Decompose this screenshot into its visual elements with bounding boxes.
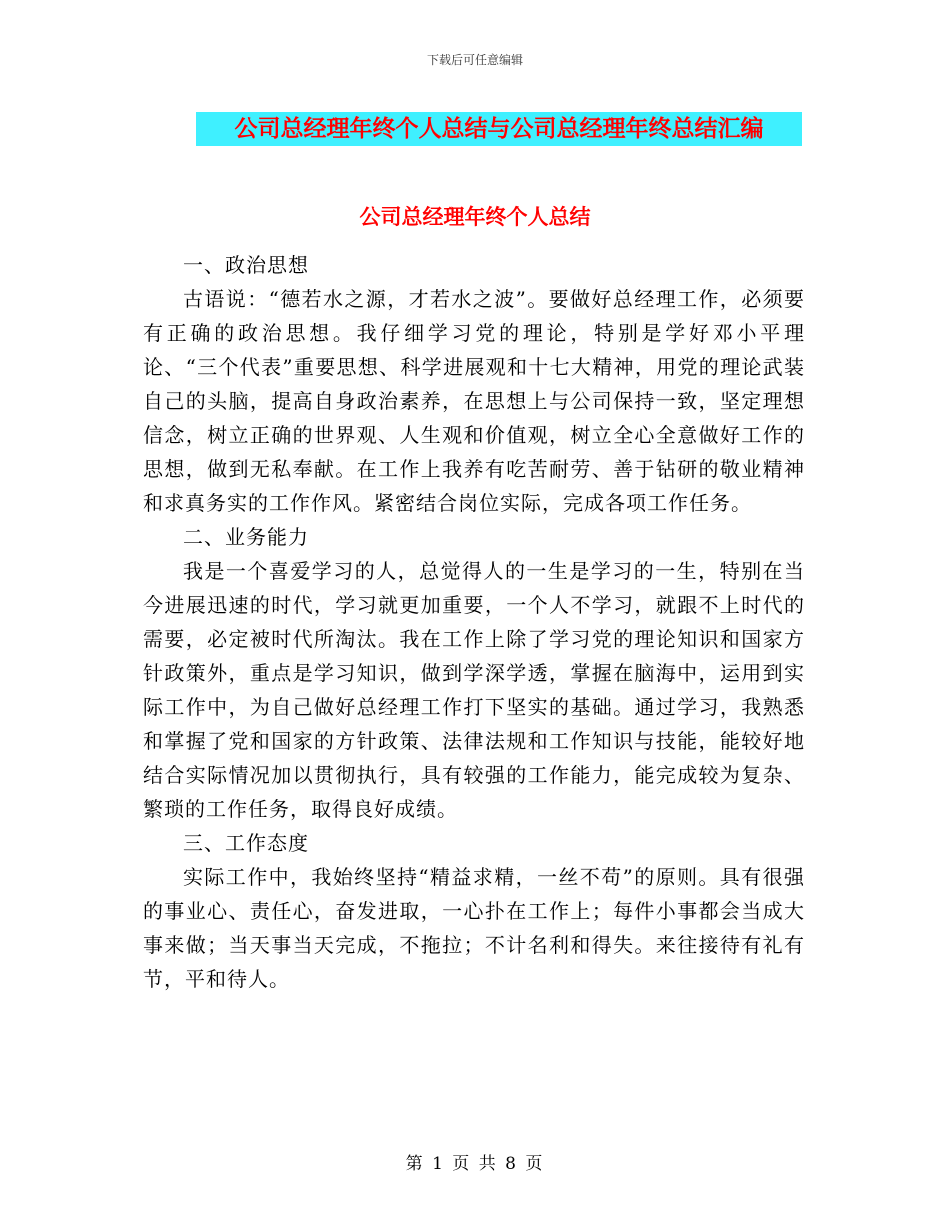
section-title: 公司总经理年终个人总结: [359, 205, 591, 229]
heading-work-attitude: 三、工作态度: [183, 831, 309, 855]
heading-business-ability: 二、业务能力: [183, 525, 309, 549]
paragraph-work-attitude: 实际工作中，我始终坚持“精益求精，一丝不苟”的原则。具有很强的事业心、责任心，奋发进取，一心扑在工作上；每件小事都会当成大事来做；当天事当天完成，不拖拉；不计名利和得失。来往接待有礼有节，平和待人。: [143, 865, 805, 991]
document-body: [143, 248, 805, 996]
document-title-highlight: [196, 112, 802, 146]
paragraph-political-thought: 古语说：“德若水之源，才若水之波”。要做好总经理工作，必须要有正确的政治思想。我仔细学习党的理论，特别是学好邓小平理论、“三个代表”重要思想、科学进展观和十七大精神，用党的理论武装自己的头脑，提高自身政治素养，在思想上与公司保持一致，坚定理想信念，树立正确的世界观、人生观和价值观，树立全心全意做好工作的思想，做到无私奉献。在工作上我养有吃苦耐劳、善于钻研的敬业精神和求真务实的工作作风。紧密结合岗位实际，完成各项工作任务。: [143, 287, 805, 515]
heading-political-thought: 一、政治思想: [183, 253, 309, 277]
paragraph-business-ability: 我是一个喜爱学习的人，总觉得人的一生是学习的一生，特别在当今进展迅速的时代，学习就更加重要，一个人不学习，就跟不上时代的需要，必定被时代所淘汰。我在工作上除了学习党的理论知识和国家方针政策外，重点是学习知识，做到学深学透，掌握在脑海中，运用到实际工作中，为自己做好总经理工作打下坚实的基础。通过学习，我熟悉和掌握了党和国家的方针政策、法律法规和工作知识与技能，能较好地结合实际情况加以贯彻执行，具有较强的工作能力，能完成较为复杂、繁琐的工作任务，取得良好成绩。: [143, 559, 805, 821]
page-number: 第 1 页 共 8 页: [405, 1154, 545, 1174]
page-header-note: 下载后可任意编辑: [426, 53, 523, 67]
document-title: 公司总经理年终个人总结与公司总经理年终总结汇编: [234, 116, 764, 142]
